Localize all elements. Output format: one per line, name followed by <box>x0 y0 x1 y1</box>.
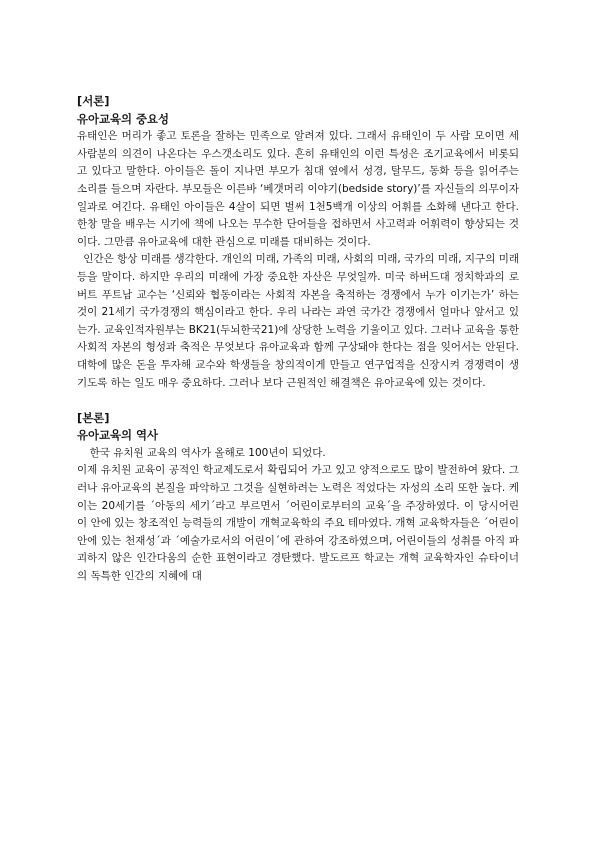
body-section-tag: [본론] <box>77 410 110 425</box>
section-gap <box>77 392 519 410</box>
body-paragraph-1: 한국 유치원 교육의 역사가 올해로 100년이 되었다. <box>89 446 326 459</box>
intro-paragraph-2: 인간은 항상 미래를 생각한다. 개인의 미래, 가족의 미래, 사회의 미래, 국가의 미래, 지구의 미래등을 말이다. 하지만 우리의 미래에 가장 중요한 자산은 무엇일까. 미국 하버드대 정치학과의 로버트 푸트남 교수는 ‘신뢰와 협동이라는 사회적 자본을 축적하는 경쟁에서 누가 이기는가’ 하는 것이 21세기 국가경쟁의 핵심이라고 한다. 우리 나라는 과연 국가간 경쟁에서 얼마나 앞서고 있는가. 교육인적자원부는 BK21(두뇌한국21)에 상당한 노력을 기울이고 있다. 그러나 교육을 통한 사회적 자본의 형성과 축적은 무엇보다 유아교육과 함께 구상돼야 한다는 점을 잊어서는 안된다. 대학에 많은 돈을 투자해 교수와 학생들을 창의적이게 만들고 연구업적을 신장시켜 경쟁력이 생기도록 하는 일도 매우 중요하다. 그러나 보다 근원적인 해결책은 유아교육에 있는 것이다. <box>77 253 519 389</box>
intro-section-tag: [서론] <box>77 94 110 108</box>
body-body <box>77 445 519 586</box>
intro-section <box>77 93 519 392</box>
body-section-title: 유아교육의 역사 <box>77 428 158 443</box>
body-section <box>77 410 519 586</box>
intro-section-title: 유아교육의 중요성 <box>77 111 169 126</box>
intro-paragraph-1: 유태인은 머리가 좋고 토론을 잘하는 민족으로 알려져 있다. 그래서 유태인이 두 사람 모이면 세 사람분의 의견이 나온다는 우스갯소리도 있다. 흔히 유태인의 이런 특성은 조기교육에서 비롯되고 있다고 말한다. 아이들은 돌이 지나면 부모가 침대 옆에서 성경, 탈무드, 동화 등을 읽어주는 소리를 들으며 자란다. 부모들은 이른바 ‘베갯머리 이야기(bedside story)’를 자신들의 의무이자 일과로 여긴다. 유태인 아이들은 4살이 되면 벌써 1천5백개 이상의 어휘를 소화해 낸다고 한다. 한창 말을 배우는 시기에 책에 나오는 무수한 단어들을 접하면서 사고력과 어휘력이 향상되는 것이다. 그만큼 유아교육에 대한 관심으로 미래를 대비하는 것이다. <box>77 130 519 248</box>
intro-body <box>77 128 519 392</box>
body-paragraph-2: 이제 유치원 교육이 공적인 학교제도로서 확립되어 가고 있고 양적으로도 많이 발전하여 왔다. 그러나 유아교육의 본질을 파악하고 그것을 실현하려는 노력은 적었다는 자성의 소리 또한 높다. 케이는 20세기를 ´아동의 세기´라고 부르면서 ´어린이로부터의 교육´을 주장하였다. 이 당시어린이 안에 있는 창조적인 능력들의 개발이 개혁교육학의 주요 테마였다. 개혁 교육학자들은 ´어린이 안에 있는 천재성´과 ´예술가로서의 어린이´에 관하여 강조하였으며, 어린이들의 성취를 아직 파괴하지 않은 인간다움의 순한 표현이라고 경탄했다. 발도르프 학교는 개혁 교육학자인 슈타이너의 독특한 인간의 지혜에 대 <box>77 464 519 583</box>
